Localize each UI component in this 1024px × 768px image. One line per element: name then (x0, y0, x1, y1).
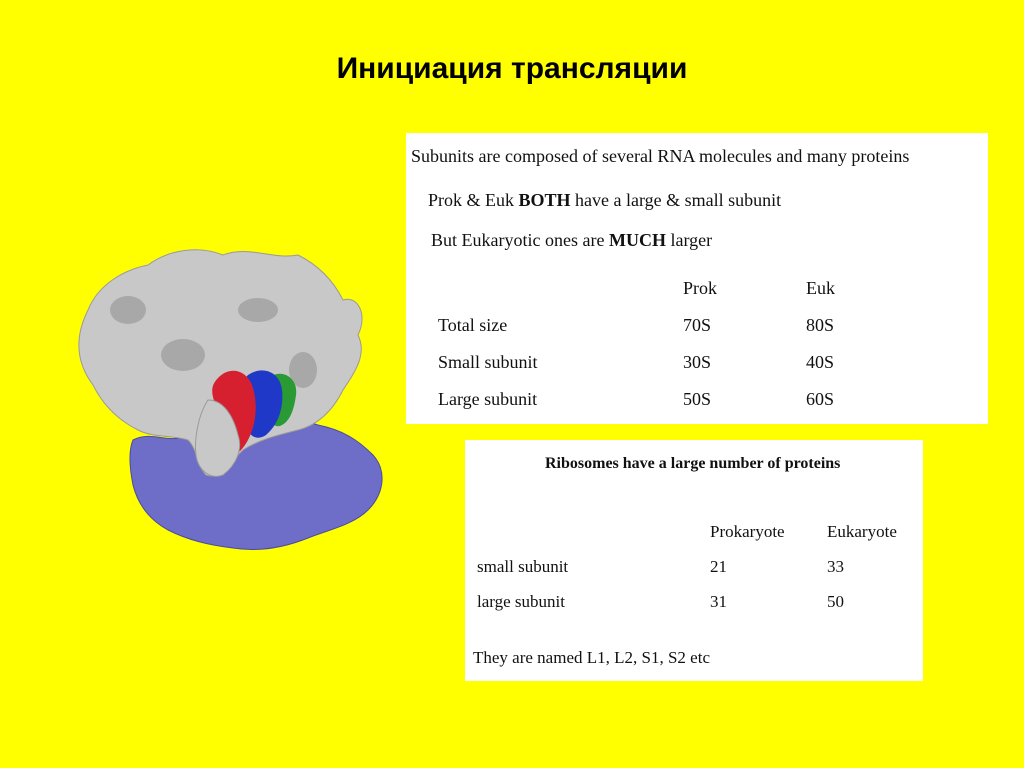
surface-shadow (161, 339, 205, 371)
panel2-footer: They are named L1, L2, S1, S2 etc (473, 648, 710, 667)
panel1-line3-pre: But Eukaryotic ones are (431, 230, 609, 250)
table-cell-euk: 40S (806, 352, 835, 372)
table-cell-prok: 21 (710, 557, 727, 576)
panel1-line2 (428, 190, 781, 211)
table-cell-prok: 30S (683, 352, 712, 372)
panel1-line1: Subunits are composed of several RNA molecules and many proteins (411, 146, 910, 166)
table-cell-euk: 60S (806, 389, 835, 409)
table-header-euk: Euk (806, 278, 835, 298)
table-header-eukaryote: Eukaryote (827, 522, 897, 541)
table-row-label: Total size (438, 315, 508, 335)
table-cell-prok: 70S (683, 315, 712, 335)
table-cell-euk: 33 (827, 557, 844, 576)
panel1-line3-post: larger (665, 230, 713, 250)
panel1-line2-pre: Prok & Euk (428, 190, 519, 210)
surface-shadow (110, 296, 146, 324)
ribosome-subunits-panel (406, 133, 988, 424)
panel1-line2-post: have a large & small subunit (570, 190, 782, 210)
table-cell-prok: 31 (710, 592, 727, 611)
table-header-prokaryote: Prokaryote (710, 522, 785, 541)
table-cell-euk: 50 (827, 592, 844, 611)
table-header-prok: Prok (683, 278, 718, 298)
slide-title: Инициация трансляции (336, 52, 688, 85)
panel1-line3 (431, 230, 712, 251)
table-cell-euk: 80S (806, 315, 835, 335)
ribosome-proteins-panel (465, 440, 923, 681)
panel1-line3-bold: MUCH (608, 230, 666, 250)
table-row-label: Large subunit (438, 389, 538, 409)
ribosome-image (58, 240, 398, 560)
table-row-label: Small subunit (438, 352, 538, 372)
table-cell-prok: 50S (683, 389, 712, 409)
table-row-label: large subunit (477, 592, 565, 611)
surface-shadow (238, 298, 278, 322)
panel1-line2-bold: BOTH (518, 190, 571, 210)
panel2-title: Ribosomes have a large number of proteins (545, 455, 841, 472)
table-row-label: small subunit (477, 557, 569, 576)
